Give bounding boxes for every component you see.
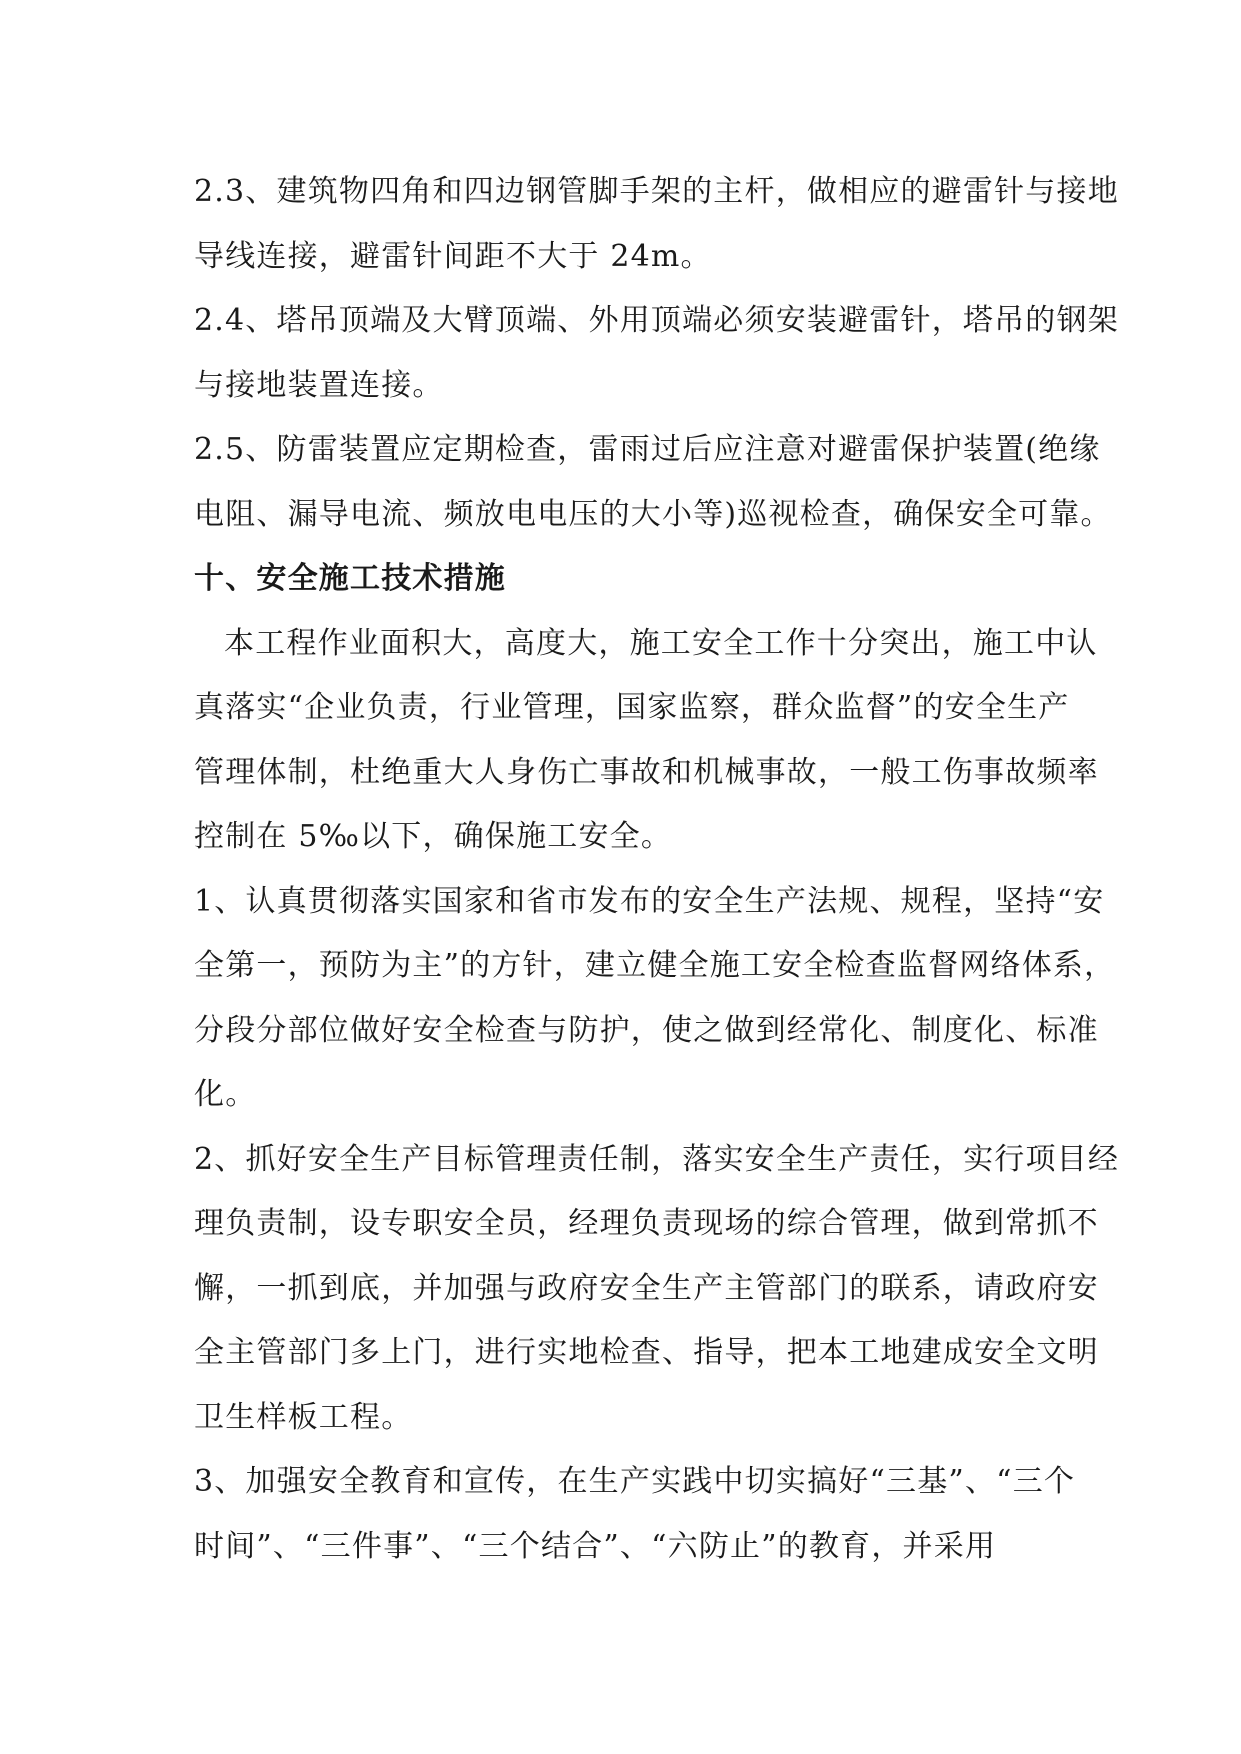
text-line: 电阻、漏导电流、频放电电压的大小等)巡视检查，确保安全可靠。 (194, 496, 1112, 532)
text-line: 与接地装置连接。 (194, 367, 444, 403)
text-line: 2.4、塔吊顶端及大臂顶端、外用顶端必须安装避雷针，塔吊的钢架 (194, 303, 1119, 338)
text-line: 控制在 5‰以下，确保施工安全。 (194, 819, 673, 854)
text-line: 导线连接，避雷针间距不大于 24m。 (194, 238, 712, 274)
text-line: 分段分部位做好安全检查与防护，使之做到经常化、制度化、标准 (194, 1012, 1099, 1048)
text-line: 懈，一抓到底，并加强与政府安全生产主管部门的联系，请政府安 (194, 1270, 1099, 1306)
text-line: 卫生样板工程。 (194, 1399, 413, 1435)
document-page (194, 160, 1120, 1579)
text-line: 2、抓好安全生产目标管理责任制，落实安全生产责任，实行项目经 (194, 1141, 1120, 1177)
text-line: 理负责制，设专职安全员，经理负责现场的综合管理，做到常抓不 (194, 1206, 1099, 1241)
text-line: 全主管部门多上门，进行实地检查、指导，把本工地建成安全文明 (194, 1335, 1099, 1370)
text-line: 本工程作业面积大，高度大，施工安全工作十分突出，施工中认 (224, 625, 1098, 661)
text-line: 2.5、防雷装置应定期检查，雷雨过后应注意对避雷保护装置(绝缘 (194, 432, 1101, 467)
text-line: 化。 (194, 1077, 257, 1112)
text-line: 3、加强安全教育和宣传，在生产实践中切实搞好“三基”、“三个 (194, 1464, 1076, 1499)
text-line: 管理体制，杜绝重大人身伤亡事故和机械事故，一般工伤事故频率 (194, 754, 1099, 790)
text-line: 2.3、建筑物四角和四边钢管脚手架的主杆，做相应的避雷针与接地 (194, 174, 1119, 209)
text-line: 1、认真贯彻落实国家和省市发布的安全生产法规、规程，坚持“安 (194, 883, 1105, 919)
text-line: 时间”、“三件事”、“三个结合”、“六防止”的教育，并采用 (194, 1528, 997, 1564)
text-line: 真落实“企业负责，行业管理，国家监察，群众监督”的安全生产 (194, 690, 1070, 725)
text-line: 全第一，预防为主”的方针，建立健全施工安全检查监督网络体系， (194, 948, 1116, 983)
section-heading: 十、安全施工技术措施 (194, 561, 506, 596)
